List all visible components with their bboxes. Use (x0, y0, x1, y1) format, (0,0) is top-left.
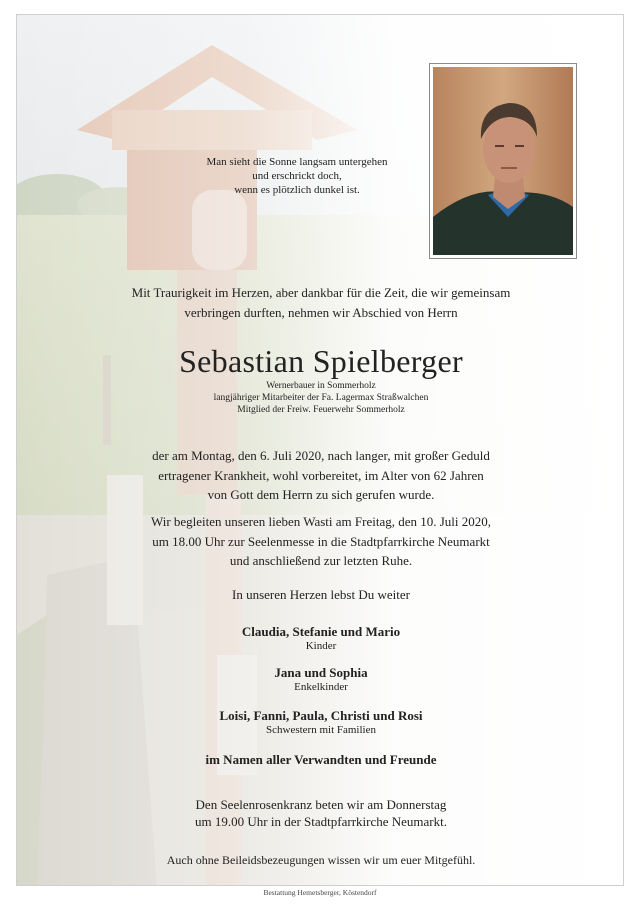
role-line-2: langjähriger Mitarbeiter der Fa. Lagermax Straßwalchen (213, 393, 429, 403)
rosary-line-1: Den Seelenrosenkranz beten wir am Donnerstag (195, 797, 447, 812)
mourner-relation: Schwestern mit Familien (266, 724, 376, 736)
death-notice-line-2: ertragener Krankheit, wohl vorbereitet, im Alter von 62 Jahren (158, 467, 484, 483)
rosary-line-2: um 19.00 Uhr in der Stadtpfarrkirche Neumarkt. (195, 814, 447, 829)
intro-line-1: Mit Traurigkeit im Herzen, aber dankbar für die Zeit, die wir gemeinsam (131, 285, 511, 300)
obituary-card (16, 14, 624, 886)
rosary-notice (47, 796, 595, 830)
relatives-text: im Namen aller Verwandten und Freunde (205, 752, 437, 767)
death-notice-line-1: der am Montag, den 6. Juli 2020, nach langer, mit großer Geduld (152, 448, 490, 463)
mourner-group-sisters (57, 708, 585, 737)
in-heart-line (47, 585, 595, 605)
role-line-1: Wernerbauer in Sommerholz (266, 381, 376, 391)
role-line-3: Mitglied der Freiw. Feuerwehr Sommerholz (237, 405, 405, 415)
mourner-names: Jana und Sophia (274, 665, 368, 680)
mourner-group-children (57, 624, 585, 653)
funeral-notice-line-3: und anschließend zur letzten Ruhe. (229, 553, 413, 568)
portrait-photo-frame (429, 63, 577, 259)
funeral-notice-line-1: Wir begleiten unseren lieben Wasti am Freitag, den 10. Juli 2020, (150, 514, 492, 529)
closing-text: Auch ohne Beileidsbezeugungen wissen wir um euer Mitgefühl. (166, 853, 476, 867)
undertaker-credit: Bestattung Hemetsberger, Köstendorf (263, 888, 377, 897)
motto-line-1: Man sieht die Sonne langsam untergehen (206, 156, 388, 168)
relatives-line (57, 752, 585, 768)
death-notice-line-3: von Gott dem Herrn zu sich gerufen wurde. (207, 487, 435, 502)
death-notice (47, 446, 595, 505)
mourner-names: Loisi, Fanni, Paula, Christi und Rosi (219, 708, 423, 723)
mourner-relation: Kinder (305, 640, 337, 652)
intro-text (57, 283, 585, 323)
in-heart-text: In unseren Herzen lebst Du weiter (232, 587, 410, 602)
mourner-group-grandchildren (57, 665, 585, 694)
funeral-notice-line-2: um 18.00 Uhr zur Seelenmesse in die Stadtpfarrkirche Neumarkt (152, 533, 490, 549)
intro-line-2: verbringen durften, nehmen wir Abschied von Herrn (184, 305, 458, 320)
closing-line (47, 851, 595, 871)
motto-verse (177, 155, 417, 197)
deceased-name: Sebastian Spielberger (179, 343, 463, 379)
portrait-photo (433, 67, 573, 255)
mourner-names: Claudia, Stefanie und Mario (241, 624, 401, 639)
mourner-relation: Enkelkinder (294, 681, 348, 693)
motto-line-2: und erschrickt doch, (252, 170, 342, 182)
motto-line-3: wenn es plötzlich dunkel ist. (234, 184, 360, 196)
funeral-notice (47, 512, 595, 571)
deceased-roles (77, 380, 565, 416)
